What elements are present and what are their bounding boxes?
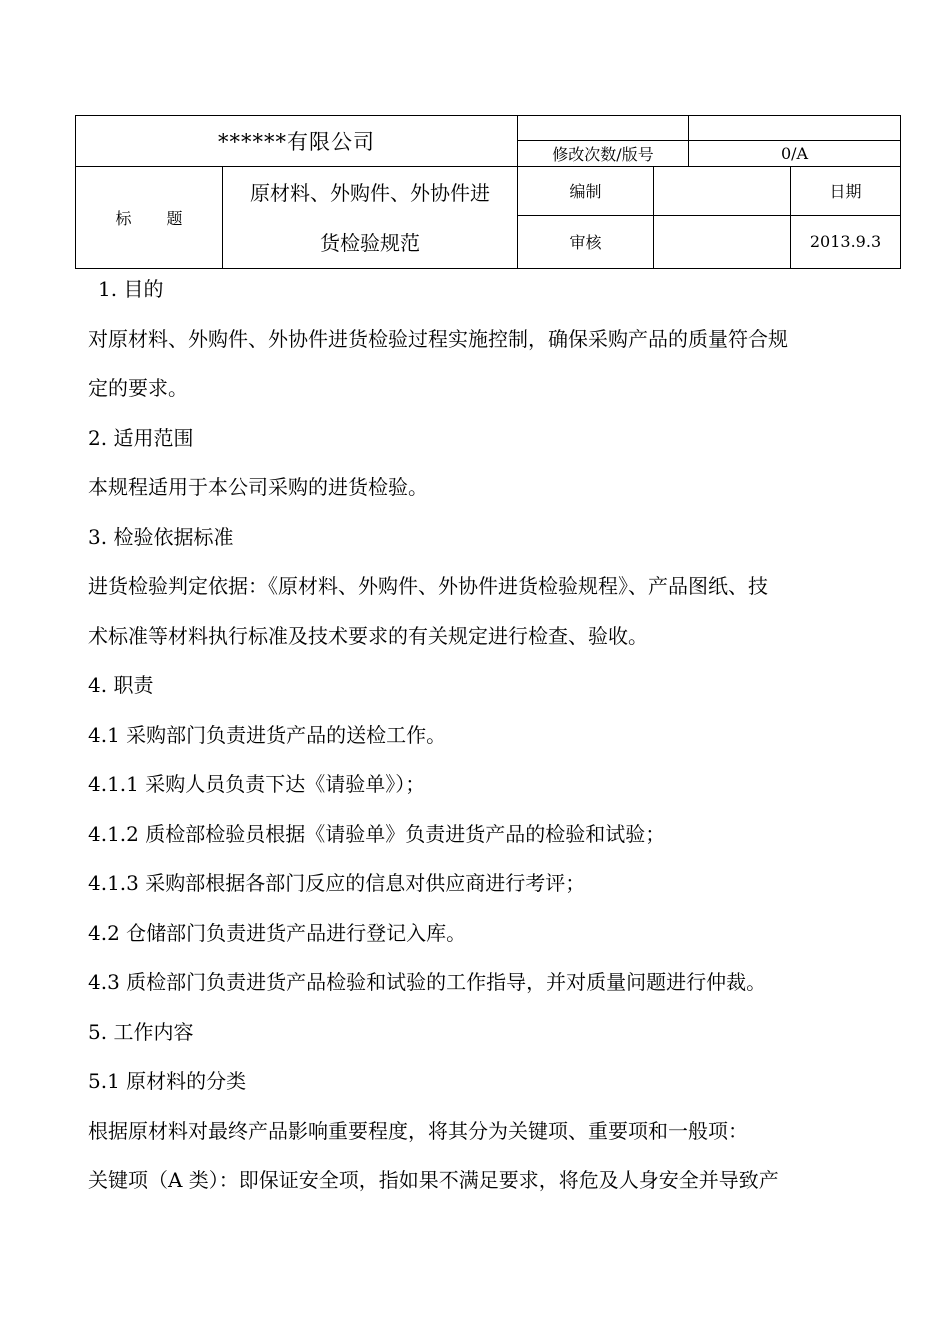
reviewed-value — [654, 215, 791, 268]
date-label: 日期 — [791, 167, 901, 215]
paragraph-line: 根据原材料对最终产品影响重要程度，将其分为关键项、重要项和一般项： — [88, 1118, 748, 1143]
paragraph-line: 4.1.1 采购人员负责下达《请验单》）； — [88, 772, 426, 796]
subsection-heading: 5.1 原材料的分类 — [88, 1069, 247, 1093]
prepared-value — [654, 167, 791, 215]
document-title-line1: 原材料、外购件、外协件进 — [250, 180, 490, 205]
document-title-line2: 货检验规范 — [320, 230, 420, 255]
section-heading: 4. 职责 — [88, 673, 154, 697]
company-name: ******有限公司 — [76, 116, 518, 167]
reviewed-label: 审核 — [518, 215, 654, 268]
document-title — [223, 167, 518, 269]
paragraph-line: 定的要求。 — [88, 376, 188, 400]
paragraph-line: 对原材料、外购件、外协件进货检验过程实施控制，确保采购产品的质量符合规 — [88, 326, 788, 351]
paragraph-line: 4.1.3 采购部根据各部门反应的信息对供应商进行考评； — [88, 871, 586, 895]
blank-cell — [518, 116, 689, 141]
date-value: 2013.9.3 — [791, 215, 901, 268]
title-label: 标 题 — [76, 167, 223, 269]
section-heading: 1. 目的 — [98, 277, 164, 301]
blank-cell — [689, 116, 901, 141]
section-heading: 5. 工作内容 — [88, 1019, 194, 1044]
paragraph-line: 4.3 质检部门负责进货产品检验和试验的工作指导，并对质量问题进行仲裁。 — [88, 970, 767, 994]
document-header-table — [75, 115, 901, 269]
paragraph-line: 4.1 采购部门负责进货产品的送检工作。 — [88, 722, 447, 747]
paragraph-line: 4.2 仓储部门负责进货产品进行登记入库。 — [88, 920, 467, 945]
paragraph-line: 术标准等材料执行标准及技术要求的有关规定进行检查、验收。 — [88, 623, 648, 648]
section-heading: 2. 适用范围 — [88, 425, 194, 450]
section-heading: 3. 检验依据标准 — [88, 524, 234, 549]
revision-value: 0/A — [689, 141, 901, 167]
paragraph-line: 关键项（A 类）：即保证安全项，指如果不满足要求，将危及人身安全并导致产 — [88, 1168, 779, 1192]
prepared-label: 编制 — [518, 167, 654, 215]
paragraph-line: 本规程适用于本公司采购的进货检验。 — [88, 475, 428, 499]
paragraph-line: 4.1.2 质检部检验员根据《请验单》负责进货产品的检验和试验； — [88, 821, 666, 846]
paragraph-line: 进货检验判定依据：《原材料、外购件、外协件进货检验规程》、产品图纸、技 — [88, 574, 768, 598]
document-body — [88, 265, 878, 1206]
revision-label: 修改次数/版号 — [518, 141, 689, 167]
